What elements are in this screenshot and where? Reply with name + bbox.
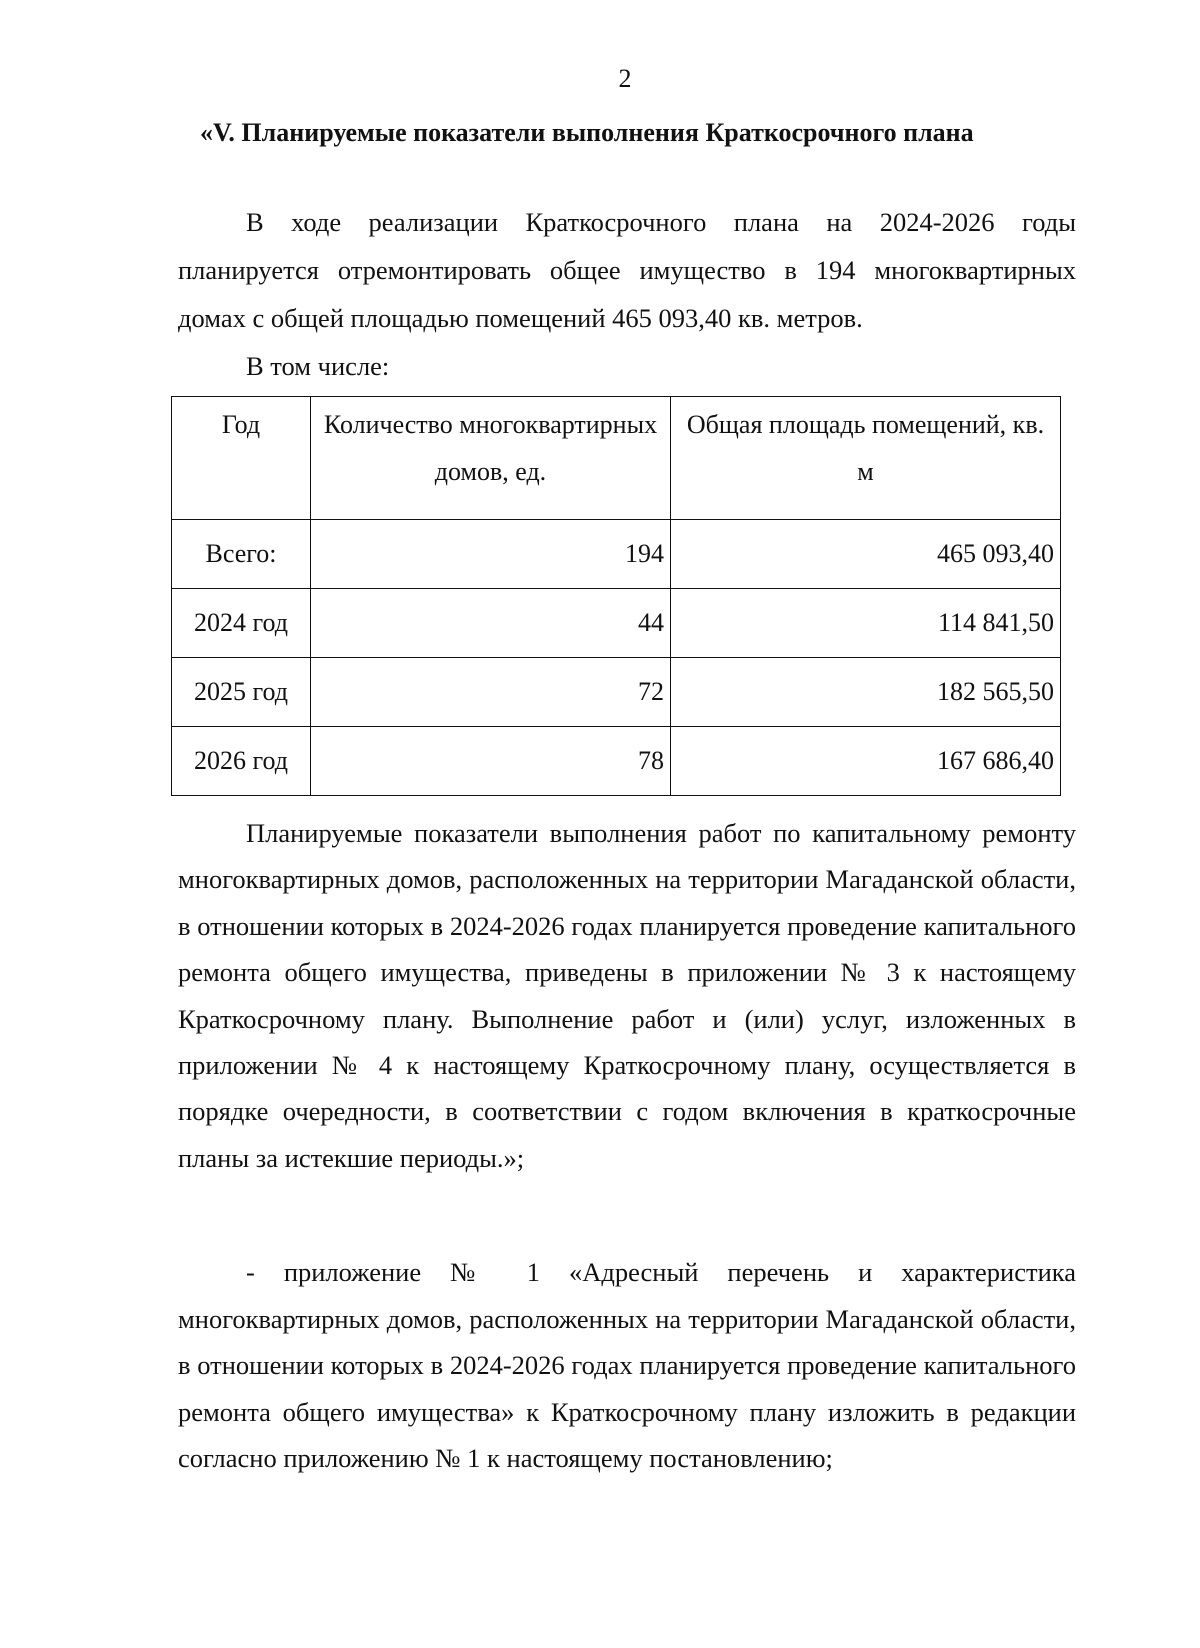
appendix-paragraph-text: - приложение № 1 «Адресный перечень и характеристика многоквартирных домов, расположенных на территории Магаданской области, в отношении которых в 2024-2026 годах планируется проведение капитального ремонта общего имущества» к Краткосрочному плану изложить в редакции согласно приложению № 1 к настоящему постановлению; xyxy=(178,1257,1076,1473)
row-year: 2026 год xyxy=(172,727,311,796)
intro-paragraph-text: В ходе реализации Краткосрочного плана на 2024-2026 годы планируется отремонтировать общее имущество в 194 многоквартирных домах с общей площадью помещений 465 093,40 кв. метров. xyxy=(178,207,1076,333)
row-count: 44 xyxy=(311,589,671,658)
row-area: 114 841,50 xyxy=(671,589,1061,658)
appendix-paragraph xyxy=(178,1249,1076,1482)
section-heading: «V. Планируемые показатели выполнения Краткосрочного плана xyxy=(200,118,974,147)
table-header-row xyxy=(172,397,1061,520)
row-year: 2025 год xyxy=(172,658,311,727)
row-area: 465 093,40 xyxy=(671,520,1061,589)
intro-paragraph xyxy=(178,198,1076,342)
row-count: 194 xyxy=(311,520,671,589)
page-number: 2 xyxy=(618,64,632,93)
row-area: 182 565,50 xyxy=(671,658,1061,727)
indicators-paragraph-text: Планируемые показатели выполнения работ по капитальному ремонту многоквартирных домов, расположенных на территории Магаданской области, в отношении которых в 2024-2026 годах планируется проведение капитального ремонта общего имущества, приведены в приложении № 3 к настоящему Краткосрочному плану. Выполнение работ и (или) услуг, изложенных в приложении № 4 к настоящему Краткосрочному плану, осуществляется в порядке очередности, в соответствии с годом включения в краткосрочные планы за истекшие периоды.»; xyxy=(178,818,1076,1173)
row-count: 78 xyxy=(311,727,671,796)
header-year: Год xyxy=(172,397,311,520)
table-row xyxy=(172,658,1061,727)
row-year: 2024 год xyxy=(172,589,311,658)
row-area: 167 686,40 xyxy=(671,727,1061,796)
header-area: Общая площадь помещений, кв. м xyxy=(671,397,1061,520)
indicators-paragraph xyxy=(178,810,1076,1181)
table-row xyxy=(172,589,1061,658)
including-label: В том числе: xyxy=(246,351,390,381)
summary-table xyxy=(171,396,1061,796)
table-row xyxy=(172,520,1061,589)
row-count: 72 xyxy=(311,658,671,727)
table-row xyxy=(172,727,1061,796)
row-year: Всего: xyxy=(172,520,311,589)
header-count: Количество многоквартирных домов, ед. xyxy=(311,397,671,520)
